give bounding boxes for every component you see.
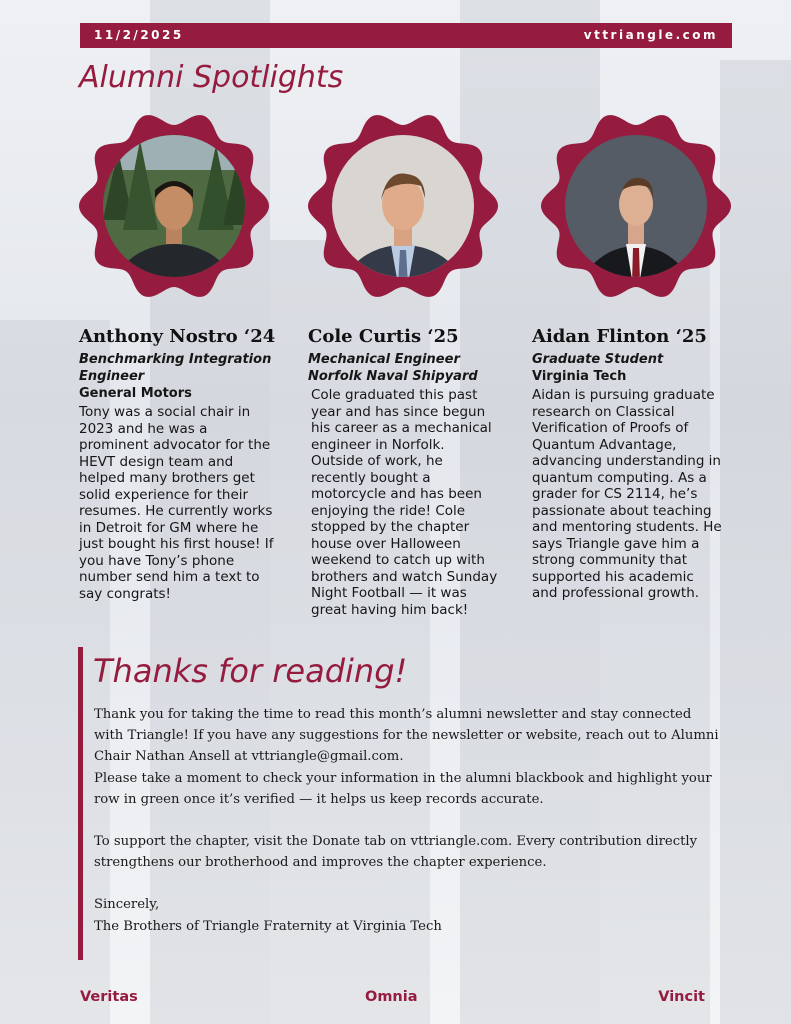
spotlight-aidan: [532, 326, 722, 602]
photo-badge-anthony: [78, 110, 270, 302]
alumni-name: Anthony Nostro ‘24: [79, 326, 276, 347]
spotlight-cole: [308, 326, 498, 618]
alumni-organization: Virginia Tech: [532, 369, 627, 384]
site-link[interactable]: vttriangle.com: [583, 28, 718, 42]
motto-veritas: Veritas: [80, 989, 138, 1005]
motto-vincit: Vincit: [658, 989, 705, 1005]
alumni-role: Graduate Student: [532, 352, 664, 367]
thanks-heading: Thanks for reading!: [93, 652, 408, 690]
closing-letter: [94, 704, 724, 937]
photo-badge-aidan: [540, 110, 732, 302]
closing-paragraph-3: To support the chapter, visit the Donate tab on vttriangle.com. Every contribution directly strengthens our brotherhood and improves the chapter experience.: [94, 834, 698, 871]
issue-date: 11/2/2025: [94, 28, 184, 42]
alumni-bio: Cole graduated this past year and has since begun his career as a mechanical engineer in Norfolk. Outside of work, he recently bought a motorcycle and has been enjoying the ride! Cole stopped by the chapter house over Halloween weekend to catch up with brothers and watch Sunday Night Football — it was great having him back!: [311, 387, 498, 618]
signature: The Brothers of Triangle Fraternity at Virginia Tech: [94, 918, 442, 934]
avatar-anthony: [78, 110, 270, 302]
section-title: Alumni Spotlights: [79, 60, 344, 95]
accent-bar: [78, 647, 83, 960]
alumni-organization: General Motors: [79, 386, 192, 401]
signoff: Sincerely,: [94, 897, 160, 913]
motto-omnia: Omnia: [365, 989, 418, 1005]
alumni-name: Aidan Flinton ‘25: [532, 326, 707, 347]
alumni-organization: Norfolk Naval Shipyard: [308, 369, 478, 384]
alumni-role: Benchmarking Integration Engineer: [79, 352, 272, 384]
closing-paragraph-1: Thank you for taking the time to read this month’s alumni newsletter and stay connected with Triangle! If you have any suggestions for the newsletter or website, reach out to Alumni Chair Nathan Ansell at vttriangle@gmail.com.: [94, 707, 719, 765]
alumni-name: Cole Curtis ‘25: [308, 326, 459, 347]
closing-paragraph-2: Please take a moment to check your information in the alumni blackbook and highlight your row in green once it’s verified — it helps us keep records accurate.: [94, 770, 712, 807]
avatar-cole: [307, 110, 499, 302]
alumni-role: Mechanical Engineer: [308, 352, 460, 367]
photo-badge-cole: [307, 110, 499, 302]
spotlight-anthony: [79, 326, 279, 602]
alumni-bio: Aidan is pursuing graduate research on Classical Verification of Proofs of Quantum Advantage, advancing understanding in quantum computing. As a grader for CS 2114, he’s passionate about teaching and mentoring students. He says Triangle gave him a strong community that supported his academic and professional growth.: [532, 387, 722, 601]
alumni-bio: Tony was a social chair in 2023 and he was a prominent advocator for the HEVT design team and helped many brothers get solid experience for their resumes. He currently works in Detroit for GM where he just bought his first house! If you have Tony’s phone number send him a text to say congrats!: [79, 404, 274, 602]
header-bar: [80, 23, 732, 48]
avatar-aidan: [540, 110, 732, 302]
